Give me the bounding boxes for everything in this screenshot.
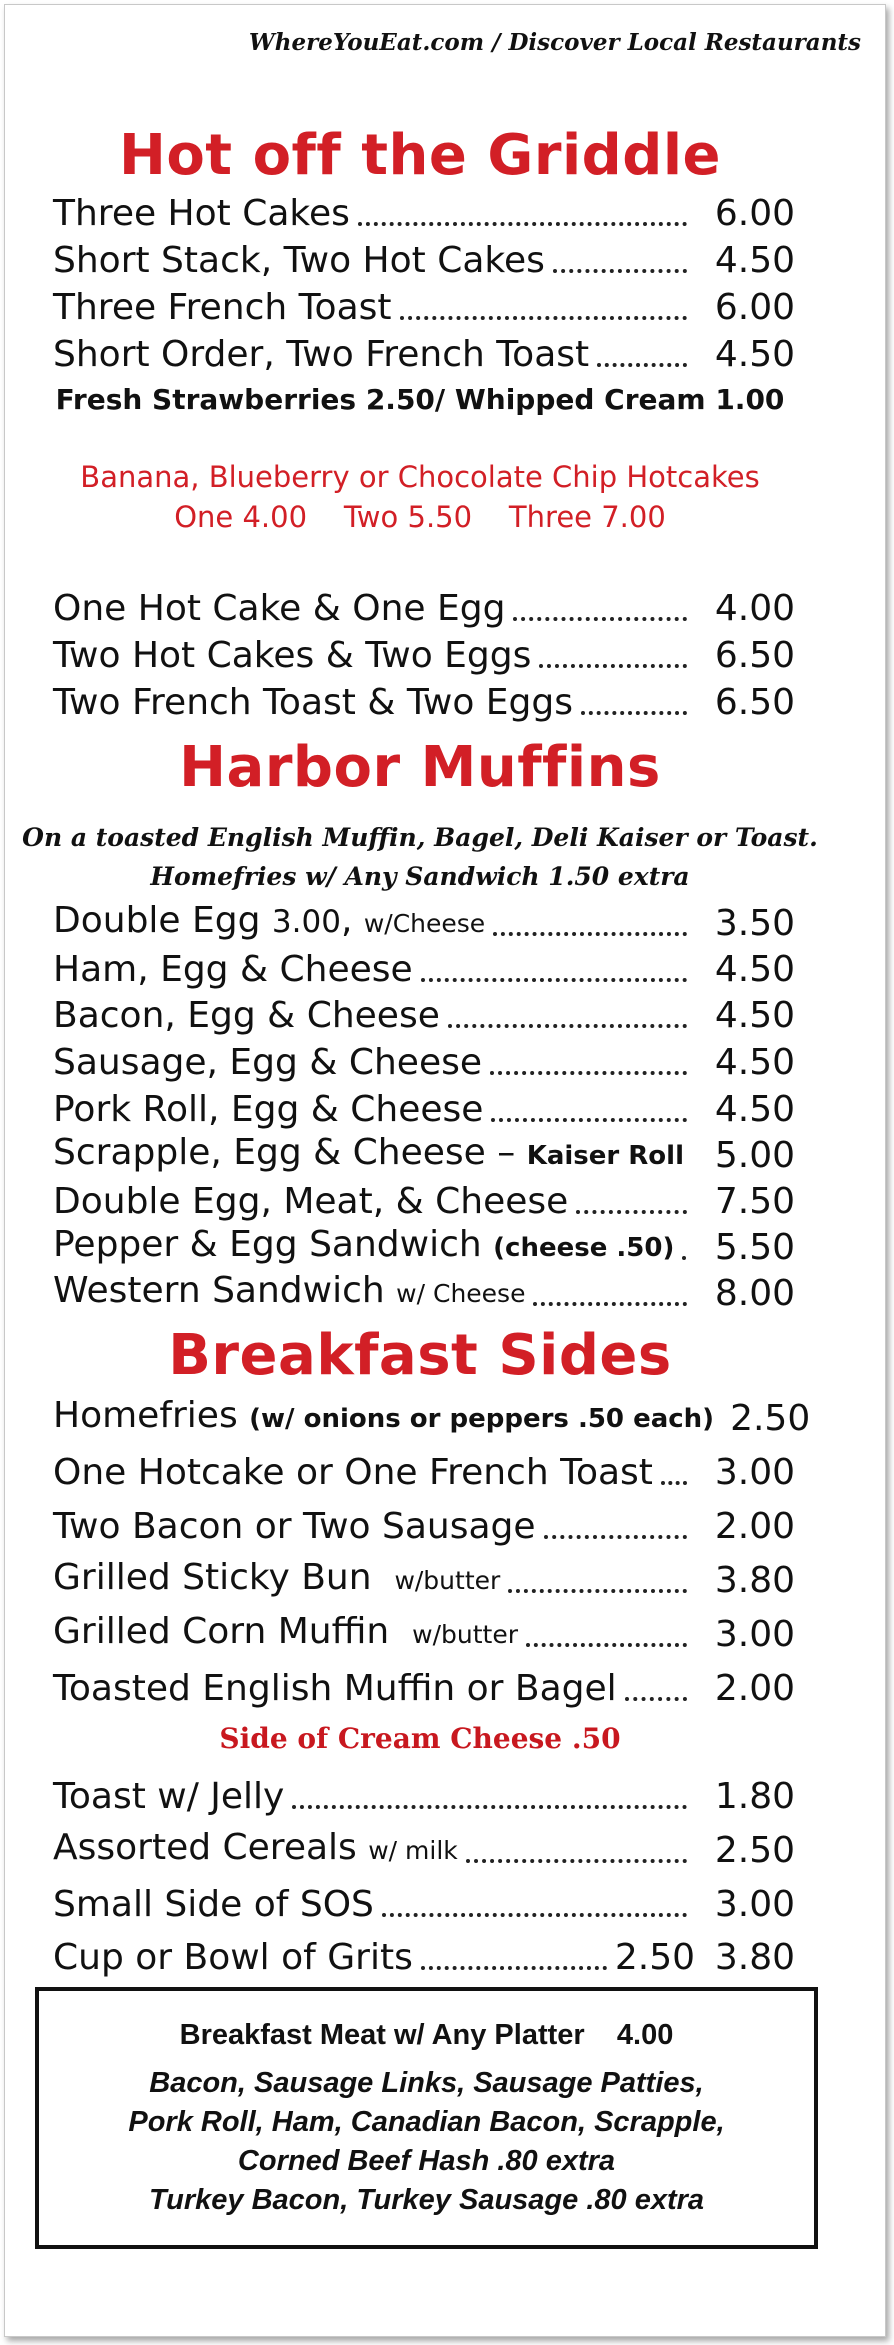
dot-leader [466,1856,687,1863]
section-title-muffins: Harbor Muffins [179,735,661,800]
menu-item [53,1506,795,1548]
menu-item [53,1042,795,1084]
item-name [53,1224,674,1269]
menu-item [53,240,795,282]
meat-box-heading: Breakfast Meat w/ Any Platter 4.00 [179,2019,674,2051]
dot-leader [292,1802,687,1809]
toppings-note: Fresh Strawberries 2.50/ Whipped Cream 1.00 [55,383,785,416]
dot-leader [526,1640,687,1647]
item-modifier: (w/ onions or peppers .50 each) [249,1404,715,1434]
section-title-griddle: Hot off the Griddle [118,123,722,188]
item-price: 6.50 [714,635,795,676]
item-price: 2.00 [714,1668,795,1709]
item-name: Toast w/ Jelly [53,1776,285,1817]
item-name [53,1827,458,1872]
item-name: Bacon, Egg & Cheese [53,995,440,1036]
item-price: 2.50 [714,1830,795,1871]
menu-item [53,1611,795,1656]
item-name: Sausage, Egg & Cheese [53,1042,482,1083]
item-name [53,1557,500,1602]
menu-item [53,588,795,630]
item-price: 5.00 [714,1135,795,1176]
item-name-text: Assorted Cereals [53,1827,369,1868]
item-name-text: Pepper & Egg Sandwich [53,1224,494,1265]
muffin-note-bread: On a toasted English Muffin, Bagel, Deli Kaiser or Toast. [22,823,818,852]
item-price: 2.50 [730,1398,811,1439]
item-name: Toasted English Muffin or Bagel [53,1668,617,1709]
dot-leader [421,975,687,982]
dot-leader [493,929,687,936]
dot-leader [539,661,687,668]
item-name: Two French Toast & Two Eggs [53,682,573,723]
dot-leader [490,1068,687,1075]
menu-item [53,949,795,991]
dot-leader [382,1910,687,1917]
item-price: 4.50 [714,949,795,990]
item-modifier: w/butter [394,1566,501,1595]
dot-leader [553,266,687,273]
menu-item [53,1395,811,1440]
item-price: 3.00 [714,1884,795,1925]
item-base-price: 3.00 [271,904,341,940]
dot-leader [682,1253,687,1260]
item-price: 3.80 [714,1937,795,1978]
cream-cheese-note: Side of Cream Cheese .50 [219,1722,621,1755]
item-modifier: w/ milk [368,1836,458,1865]
item-name: One Hotcake or One French Toast [53,1452,653,1493]
menu-item [53,1224,795,1269]
item-name: Short Stack, Two Hot Cakes [53,240,545,281]
dot-leader [508,1586,687,1593]
item-name: Three Hot Cakes [53,193,350,234]
item-price: 5.50 [714,1227,795,1268]
item-name-text: Double Egg [53,900,272,941]
dot-leader [544,1532,687,1539]
menu-item [53,193,795,235]
dot-leader [533,1299,687,1306]
item-price: 3.80 [714,1560,795,1601]
item-name: Pork Roll, Egg & Cheese [53,1089,484,1130]
dot-leader [400,313,687,320]
item-price: 2.00 [714,1506,795,1547]
item-name [53,1611,518,1656]
dot-leader [421,1963,607,1970]
site-header[interactable]: WhereYouEat.com / Discover Local Restaurants [248,29,861,56]
item-name: Short Order, Two French Toast [53,334,590,375]
dot-leader [597,360,687,367]
menu-item [53,287,795,329]
menu-item [53,1089,795,1131]
item-name: Three French Toast [53,287,392,328]
menu-item [53,1452,795,1494]
item-price: 1.80 [714,1776,795,1817]
item-name-text: Western Sandwich [53,1270,397,1311]
breakfast-meat-box [35,1987,818,2249]
item-modifier: (cheese .50) [493,1233,675,1263]
menu-item [53,1827,795,1872]
item-name [53,900,485,945]
menu-item [53,1776,795,1818]
item-modifier: w/ Cheese [396,1279,526,1308]
item-price: 3.00 [714,1614,795,1655]
menu-item [53,1937,795,1979]
menu-item [53,1668,795,1710]
menu-item [53,1132,795,1177]
item-name: Ham, Egg & Cheese [53,949,413,990]
item-price: 3.50 [714,903,795,944]
item-name: Cup or Bowl of Grits [53,1937,413,1978]
flavor-hotcakes-line: Banana, Blueberry or Chocolate Chip Hotcakes [80,460,760,494]
item-name-text: Grilled Corn Muffin [53,1611,413,1652]
dot-leader [625,1694,687,1701]
item-name: Two Bacon or Two Sausage [53,1506,536,1547]
menu-item [53,1557,795,1602]
item-name: Double Egg, Meat, & Cheese [53,1181,569,1222]
item-name: Two Hot Cakes & Two Eggs [53,635,532,676]
menu-item [53,1270,795,1315]
menu-item [53,1884,795,1926]
muffin-note-homefries: Homefries w/ Any Sandwich 1.50 extra [150,862,690,891]
item-modifier: w/butter [412,1620,518,1649]
item-price: 4.50 [714,1089,795,1130]
item-price: 6.00 [714,287,795,328]
menu-item [53,1181,795,1223]
item-name [53,1270,525,1315]
item-name [53,1395,714,1440]
item-price: 4.00 [714,588,795,629]
meat-box-line: Pork Roll, Ham, Canadian Bacon, Scrapple, [128,2106,725,2138]
menu-page [4,4,886,2337]
item-price: 3.00 [714,1452,795,1493]
item-price: 8.00 [714,1273,795,1314]
menu-item [53,682,795,724]
menu-item [53,635,795,677]
item-price: 4.50 [714,995,795,1036]
menu-item [53,995,795,1037]
meat-box-line: Corned Beef Hash .80 extra [237,2145,616,2177]
dot-leader [661,1478,687,1485]
dot-leader [513,614,687,621]
item-name [53,1132,684,1177]
item-name-text: Scrapple, Egg & Cheese – [53,1132,527,1173]
dot-leader [491,1115,687,1122]
meat-box-line: Bacon, Sausage Links, Sausage Patties, [149,2067,704,2099]
menu-item [53,900,795,945]
dot-leader [581,708,687,715]
item-separator: , [340,900,364,941]
item-price: 7.50 [714,1181,795,1222]
item-name-text: Homefries [53,1395,250,1436]
item-name-text: Grilled Sticky Bun [53,1557,395,1598]
item-price: 4.50 [714,334,795,375]
item-modifier: w/Cheese [363,909,486,938]
dot-leader [448,1021,687,1028]
item-price: 6.50 [714,682,795,723]
dot-leader [358,219,687,226]
flavor-prices-line: One 4.00 Two 5.50 Three 7.00 [174,500,666,534]
item-modifier: Kaiser Roll [526,1141,684,1171]
item-name: One Hot Cake & One Egg [53,588,506,629]
item-price: 4.50 [714,240,795,281]
menu-item [53,334,795,376]
item-name: Small Side of SOS [53,1884,374,1925]
item-price: 4.50 [714,1042,795,1083]
section-title-sides: Breakfast Sides [168,1323,672,1388]
item-price: 6.00 [714,193,795,234]
meat-box-line: Turkey Bacon, Turkey Sausage .80 extra [148,2184,705,2216]
dot-leader [576,1207,687,1214]
item-price-cup: 2.50 [614,1937,695,1978]
